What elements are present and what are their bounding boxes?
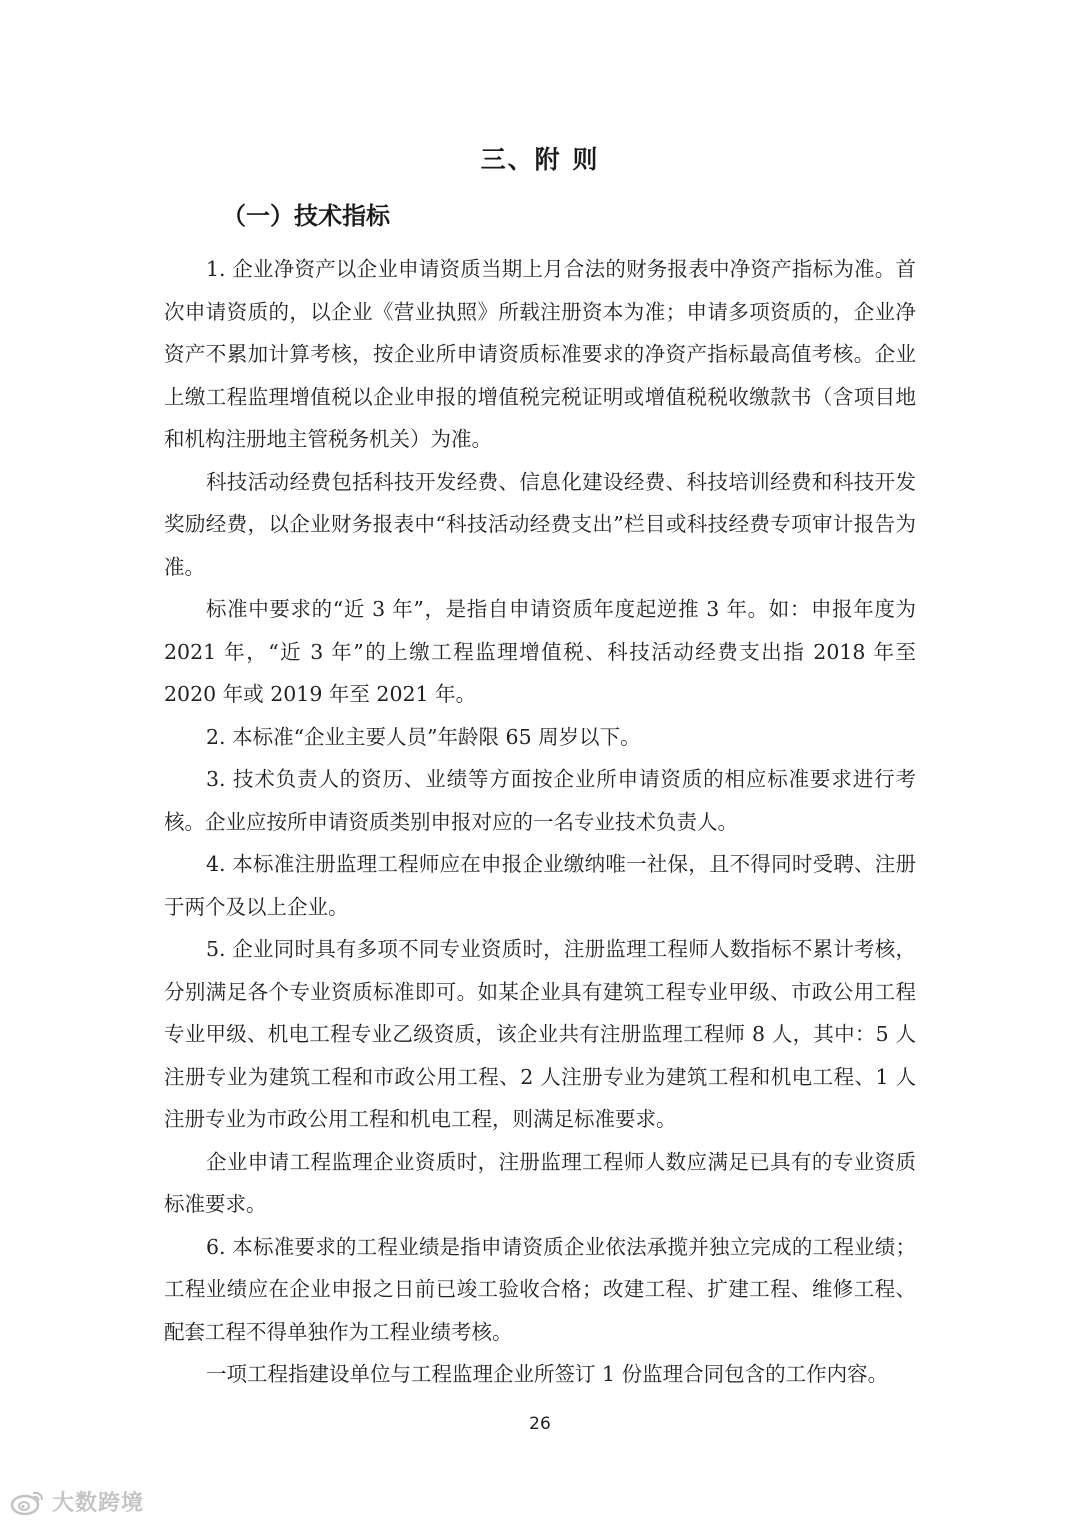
weibo-logo-icon bbox=[10, 1488, 46, 1516]
paragraph-1: 1. 企业净资产以企业申请资质当期上月合法的财务报表中净资产指标为准。首次申请资质的，以企业《营业执照》所载注册资本为准；申请多项资质的，企业净资产不累加计算考核，按企业所申请资质标准要求的净资产指标最高值考核。企业上缴工程监理增值税以企业申报的增值税完税证明或增值税税收缴款书（含项目地和机构注册地主管税务机关）为准。 bbox=[164, 257, 916, 451]
watermark bbox=[10, 1486, 144, 1517]
sub-heading: （一）技术指标 bbox=[222, 202, 390, 230]
paragraph-4: 2. 本标准“企业主要人员”年龄限 65 周岁以下。 bbox=[206, 724, 641, 749]
paragraph-3: 标准中要求的“近 3 年”，是指自申请资质年度起逆推 3 年。如：申报年度为 2021 年，“近 3 年”的上缴工程监理增值税、科技活动经费支出指 2018 年至 2020 年或 2019 年至 2021 年。 bbox=[164, 597, 916, 706]
paragraph-9: 6. 本标准要求的工程业绩是指申请资质企业依法承揽并独立完成的工程业绩；工程业绩应在企业申报之日前已竣工验收合格；改建工程、扩建工程、维修工程、配套工程不得单独作为工程业绩考核。 bbox=[164, 1234, 916, 1344]
watermark-text: 大数跨境 bbox=[52, 1491, 145, 1516]
paragraph-7: 5. 企业同时具有多项不同专业资质时，注册监理工程师人数指标不累计考核，分别满足各个专业资质标准即可。如某企业具有建筑工程专业甲级、市政公用工程专业甲级、机电工程专业乙级资质，该企业共有注册监理工程师 8 人，其中：5 人注册专业为建筑工程和市政公用工程、2 人注册专业为建筑工程和机电工程、1 人注册专业为市政公用工程和机电工程，则满足标准要求。 bbox=[164, 937, 916, 1131]
paragraph-8: 企业申请工程监理企业资质时，注册监理工程师人数应满足已具有的专业资质标准要求。 bbox=[164, 1149, 916, 1216]
paragraph-2: 科技活动经费包括科技开发经费、信息化建设经费、科技培训经费和科技开发奖励经费，以企业财务报表中“科技活动经费支出”栏目或科技经费专项审计报告为准。 bbox=[164, 469, 916, 579]
section-title: 三、附 则 bbox=[480, 145, 600, 174]
paragraph-10: 一项工程指建设单位与工程监理企业所签订 1 份监理合同包含的工作内容。 bbox=[206, 1362, 889, 1386]
page-number: 26 bbox=[529, 1414, 551, 1434]
paragraph-5: 3. 技术负责人的资历、业绩等方面按企业所申请资质的相应标准要求进行考核。企业应按所申请资质类别申报对应的一名专业技术负责人。 bbox=[164, 767, 916, 834]
paragraph-6: 4. 本标准注册监理工程师应在申报企业缴纳唯一社保，且不得同时受聘、注册于两个及以上企业。 bbox=[164, 852, 916, 919]
body-text bbox=[164, 248, 916, 1396]
